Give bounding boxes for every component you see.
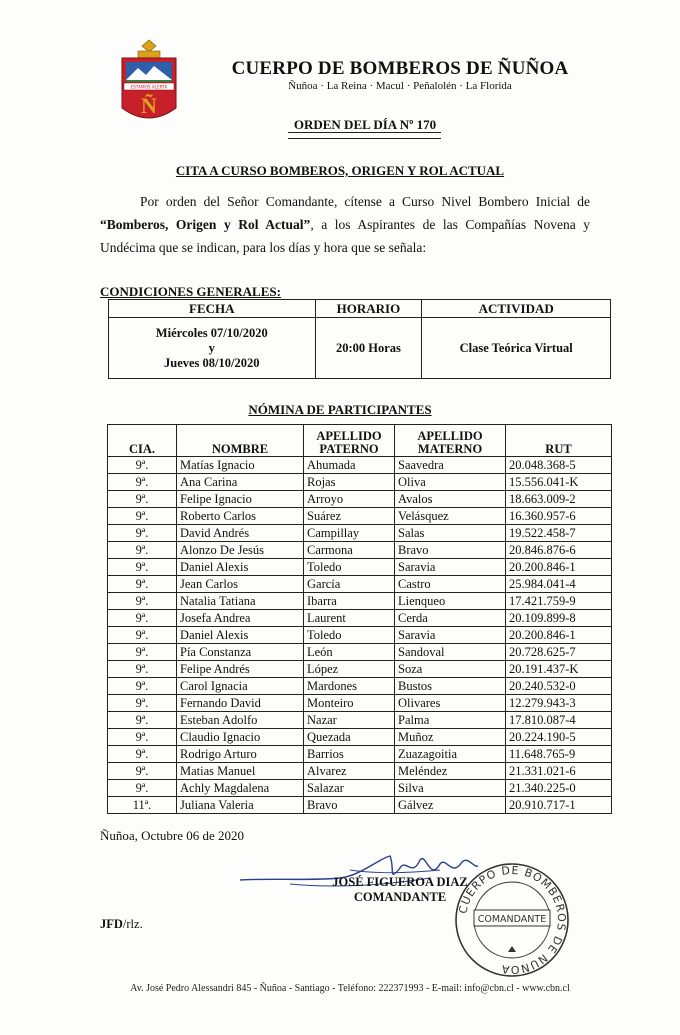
- table-row: [108, 627, 612, 644]
- cell-nombre: Matias Manuel: [177, 763, 304, 780]
- logo-motto: ESTAMOS ALERTA: [130, 84, 168, 90]
- cell-materno: Lienqueo: [395, 593, 506, 610]
- cell-rut: 20.846.876-6: [506, 542, 612, 559]
- cell-nombre: Jean Carlos: [177, 576, 304, 593]
- nombre-header: NOMBRE: [177, 425, 304, 457]
- participants-body: [108, 457, 612, 814]
- cell-materno: Oliva: [395, 474, 506, 491]
- cell-nombre: Carol Ignacia: [177, 678, 304, 695]
- cell-rut: 20.109.899-8: [506, 610, 612, 627]
- cell-materno: Castro: [395, 576, 506, 593]
- cell-cia: 9ª.: [108, 525, 177, 542]
- cell-nombre: Achly Magdalena: [177, 780, 304, 797]
- cell-paterno: Ibarra: [304, 593, 395, 610]
- cell-cia: 9ª.: [108, 678, 177, 695]
- table-row: [108, 491, 612, 508]
- cell-paterno: Nazar: [304, 712, 395, 729]
- materno-header-line-1: APELLIDO: [417, 429, 483, 443]
- cell-cia: 9ª.: [108, 593, 177, 610]
- table-row: [108, 542, 612, 559]
- cell-cia: 9ª.: [108, 780, 177, 797]
- cell-nombre: Claudio Ignacio: [177, 729, 304, 746]
- table-row: [108, 576, 612, 593]
- table-row: [108, 610, 612, 627]
- author-initials: [100, 917, 143, 932]
- cell-cia: 9ª.: [108, 542, 177, 559]
- table-row: [108, 457, 612, 474]
- cell-nombre: Fernando David: [177, 695, 304, 712]
- cell-nombre: Josefa Andrea: [177, 610, 304, 627]
- cell-materno: Bravo: [395, 542, 506, 559]
- cell-nombre: Rodrigo Arturo: [177, 746, 304, 763]
- cell-rut: 18.663.009-2: [506, 491, 612, 508]
- cell-paterno: Quezada: [304, 729, 395, 746]
- fecha-line-3: Jueves 08/10/2020: [164, 355, 260, 370]
- cell-nombre: Esteban Adolfo: [177, 712, 304, 729]
- cell-cia: 9ª.: [108, 457, 177, 474]
- cell-paterno: Bravo: [304, 797, 395, 814]
- cell-nombre: Pía Constanza: [177, 644, 304, 661]
- conditions-row: [109, 318, 611, 379]
- cell-materno: Olivares: [395, 695, 506, 712]
- table-row: [108, 644, 612, 661]
- cell-cia: 9ª.: [108, 474, 177, 491]
- place-date: Ñuñoa, Octubre 06 de 2020: [100, 828, 245, 843]
- table-row: [108, 729, 612, 746]
- cell-rut: 21.340.225-0: [506, 780, 612, 797]
- intro-text-part2: , a los Aspirantes de las Compañías Novena y Undécima que se indican, para los días y hora que se señala:: [100, 217, 590, 255]
- cell-materno: Salas: [395, 525, 506, 542]
- cell-paterno: Toledo: [304, 627, 395, 644]
- cell-materno: Cerda: [395, 610, 506, 627]
- cell-rut: 20.200.846-1: [506, 559, 612, 576]
- table-row: [108, 763, 612, 780]
- materno-header: [395, 425, 506, 457]
- cell-materno: Saravia: [395, 627, 506, 644]
- actividad-header: ACTIVIDAD: [422, 300, 611, 318]
- fecha-cell: [109, 318, 316, 379]
- cell-nombre: Felipe Ignacio: [177, 491, 304, 508]
- paterno-header-line-1: APELLIDO: [316, 429, 382, 443]
- table-row: [108, 678, 612, 695]
- actividad-cell: Clase Teórica Virtual: [422, 318, 611, 379]
- horario-cell: 20:00 Horas: [315, 318, 422, 379]
- cell-materno: Gálvez: [395, 797, 506, 814]
- cell-paterno: Arroyo: [304, 491, 395, 508]
- cell-nombre: Natalia Tatiana: [177, 593, 304, 610]
- cell-rut: 25.984.041-4: [506, 576, 612, 593]
- participants-table: [107, 424, 612, 814]
- cell-rut: 17.421.759-9: [506, 593, 612, 610]
- cell-cia: 9ª.: [108, 661, 177, 678]
- cell-nombre: Alonzo De Jesús: [177, 542, 304, 559]
- cell-paterno: Suárez: [304, 508, 395, 525]
- cell-paterno: Barrios: [304, 746, 395, 763]
- table-row: [108, 593, 612, 610]
- cell-nombre: Felipe Andrés: [177, 661, 304, 678]
- cell-paterno: Alvarez: [304, 763, 395, 780]
- cell-paterno: Rojas: [304, 474, 395, 491]
- stamp-ring-text: CUERPO DE BOMBEROS DE ÑUÑOA: [456, 863, 569, 977]
- rut-header: RUT: [506, 425, 612, 457]
- initials-rest: /rlz.: [122, 917, 143, 931]
- cell-nombre: Daniel Alexis: [177, 559, 304, 576]
- participants-heading: NÓMINA DE PARTICIPANTES: [248, 402, 432, 417]
- table-row: [108, 746, 612, 763]
- cell-cia: 11ª.: [108, 797, 177, 814]
- cell-cia: 9ª.: [108, 695, 177, 712]
- cell-nombre: Matías Ignacio: [177, 457, 304, 474]
- cell-materno: Sandoval: [395, 644, 506, 661]
- intro-course-name: “Bomberos, Origen y Rol Actual”: [100, 217, 311, 232]
- course-title: CITA A CURSO BOMBEROS, ORIGEN Y ROL ACTUAL: [175, 163, 505, 178]
- intro-paragraph: [100, 190, 590, 259]
- cell-rut: 20.240.532-0: [506, 678, 612, 695]
- cell-materno: Silva: [395, 780, 506, 797]
- cell-rut: 20.728.625-7: [506, 644, 612, 661]
- cell-cia: 9ª.: [108, 746, 177, 763]
- participants-header-row: [108, 425, 612, 457]
- logo-letter: Ñ: [141, 93, 157, 118]
- cell-paterno: Toledo: [304, 559, 395, 576]
- horario-header: HORARIO: [315, 300, 422, 318]
- cell-cia: 9ª.: [108, 729, 177, 746]
- initials-bold: JFD: [100, 917, 123, 931]
- cell-rut: 21.331.021-6: [506, 763, 612, 780]
- cell-materno: Bustos: [395, 678, 506, 695]
- cell-paterno: Ahumada: [304, 457, 395, 474]
- conditions-header-row: [109, 300, 611, 318]
- cell-paterno: Salazar: [304, 780, 395, 797]
- conditions-table: [108, 299, 611, 379]
- cell-rut: 15.556.041-K: [506, 474, 612, 491]
- cell-cia: 9ª.: [108, 491, 177, 508]
- table-row: [108, 508, 612, 525]
- table-row: [108, 695, 612, 712]
- cell-materno: Avalos: [395, 491, 506, 508]
- cell-nombre: Juliana Valeria: [177, 797, 304, 814]
- cell-materno: Palma: [395, 712, 506, 729]
- fecha-header: FECHA: [109, 300, 316, 318]
- organization-logo: [118, 38, 180, 126]
- table-row: [108, 525, 612, 542]
- table-row: [108, 780, 612, 797]
- cell-paterno: López: [304, 661, 395, 678]
- cell-rut: 20.048.368-5: [506, 457, 612, 474]
- cell-paterno: García: [304, 576, 395, 593]
- table-row: [108, 712, 612, 729]
- cell-rut: 12.279.943-3: [506, 695, 612, 712]
- cell-paterno: León: [304, 644, 395, 661]
- cell-paterno: Carmona: [304, 542, 395, 559]
- cell-rut: 20.224.190-5: [506, 729, 612, 746]
- fecha-line-2: y: [208, 340, 215, 355]
- cell-materno: Saavedra: [395, 457, 506, 474]
- stamp-emblem-icon: [508, 946, 516, 952]
- cell-nombre: Ana Carina: [177, 474, 304, 491]
- cell-paterno: Campillay: [304, 525, 395, 542]
- cell-materno: Meléndez: [395, 763, 506, 780]
- materno-header-line-2: MATERNO: [417, 442, 483, 456]
- cell-paterno: Monteiro: [304, 695, 395, 712]
- cell-paterno: Mardones: [304, 678, 395, 695]
- cell-cia: 9ª.: [108, 508, 177, 525]
- table-row: [108, 559, 612, 576]
- cell-cia: 9ª.: [108, 644, 177, 661]
- cell-cia: 9ª.: [108, 712, 177, 729]
- cell-materno: Muñoz: [395, 729, 506, 746]
- cell-nombre: David Andrés: [177, 525, 304, 542]
- cell-cia: 9ª.: [108, 610, 177, 627]
- cell-materno: Soza: [395, 661, 506, 678]
- footer-contact: Av. José Pedro Alessandri 845 - Ñuñoa - Santiago - Teléfono: 222371993 - E-mail: info@cbn.cl - www.cbn.cl: [130, 983, 570, 994]
- order-title: ORDEN DEL DÍA Nº 170: [293, 117, 437, 132]
- cell-rut: 16.360.957-6: [506, 508, 612, 525]
- cell-rut: 20.200.846-1: [506, 627, 612, 644]
- cell-paterno: Laurent: [304, 610, 395, 627]
- cell-cia: 9ª.: [108, 559, 177, 576]
- order-title-double-rule: [288, 132, 441, 139]
- commander-stamp: [452, 860, 572, 980]
- cell-cia: 9ª.: [108, 576, 177, 593]
- table-row: [108, 797, 612, 814]
- cell-cia: 9ª.: [108, 763, 177, 780]
- table-row: [108, 661, 612, 678]
- fecha-line-1: Miércoles 07/10/2020: [155, 325, 268, 340]
- cell-rut: 11.648.765-9: [506, 746, 612, 763]
- cell-materno: Saravia: [395, 559, 506, 576]
- cell-nombre: Daniel Alexis: [177, 627, 304, 644]
- paterno-header-line-2: PATERNO: [319, 442, 379, 456]
- cell-cia: 9ª.: [108, 627, 177, 644]
- cell-rut: 20.191.437-K: [506, 661, 612, 678]
- organization-name: CUERPO DE BOMBEROS DE ÑUÑOA: [231, 58, 569, 79]
- cell-rut: 17.810.087-4: [506, 712, 612, 729]
- signer-name: JOSÉ FIGUEROA DIAZ: [332, 875, 468, 889]
- intro-text-part1: Por orden del Señor Comandante, cítense a Curso Nivel Bombero Inicial de: [140, 194, 590, 209]
- cell-rut: 19.522.458-7: [506, 525, 612, 542]
- cell-materno: Zuazagoitia: [395, 746, 506, 763]
- stamp-center-text: COMANDANTE: [477, 914, 547, 925]
- organization-communes: Ñuñoa · La Reina · Macul · Peñalolén · La Florida: [288, 80, 512, 92]
- signer-role: COMANDANTE: [353, 890, 447, 904]
- table-row: [108, 474, 612, 491]
- paterno-header: [304, 425, 395, 457]
- cell-rut: 20.910.717-1: [506, 797, 612, 814]
- conditions-heading: CONDICIONES GENERALES:: [100, 284, 281, 299]
- cia-header: CIA.: [108, 425, 177, 457]
- cell-nombre: Roberto Carlos: [177, 508, 304, 525]
- cell-materno: Velásquez: [395, 508, 506, 525]
